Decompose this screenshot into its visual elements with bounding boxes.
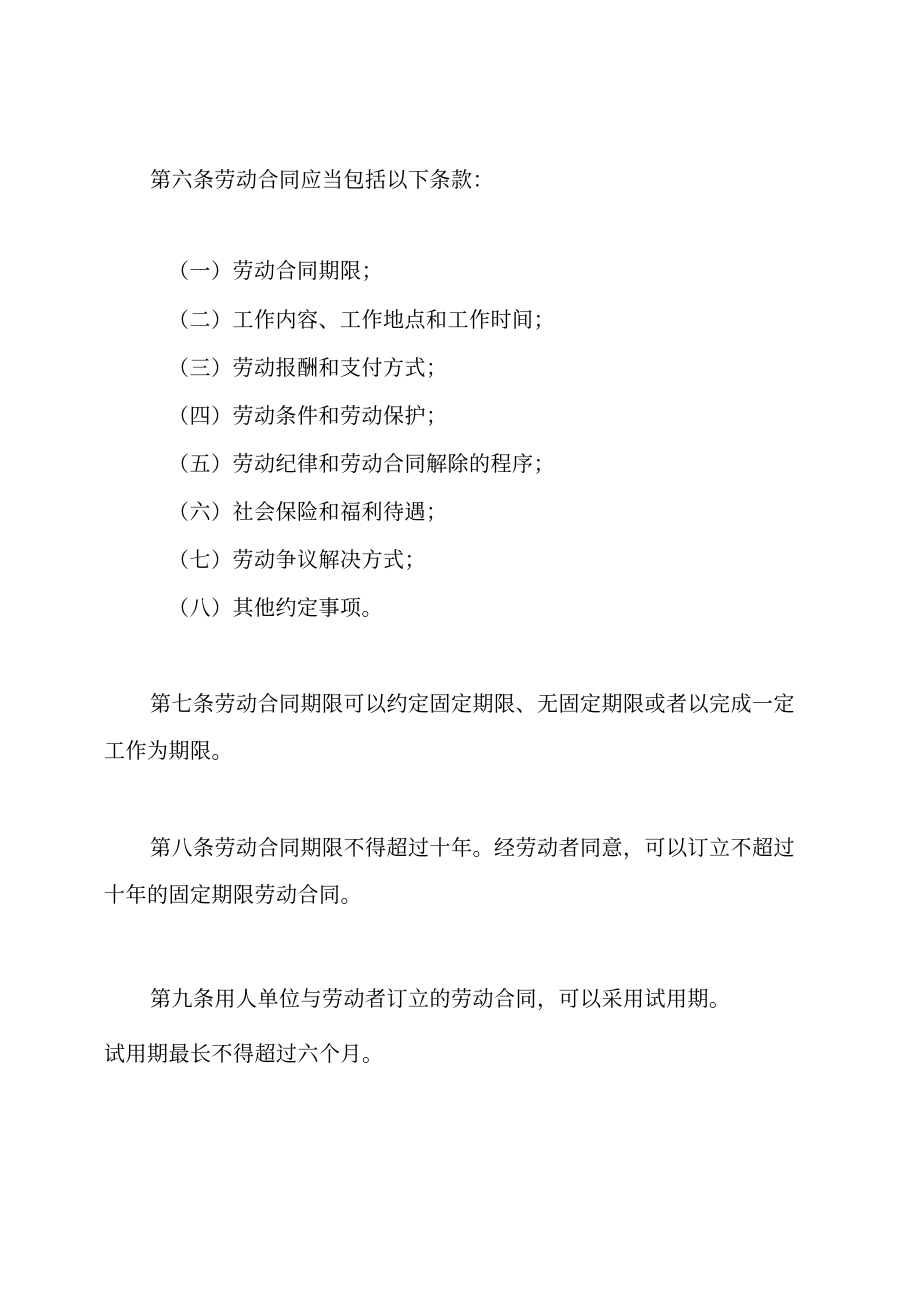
article-9-line-1: 第九条用人单位与劳动者订立的劳动合同，可以采用试用期。 [150, 987, 731, 1011]
article-6-item-2: （二）工作内容、工作地点和工作时间； [168, 308, 555, 332]
article-8-line-2: 十年的固定期限劳动合同。 [104, 883, 362, 907]
article-6-item-1: （一）劳动合同期限； [168, 259, 383, 283]
article-6-heading: 第六条劳动合同应当包括以下条款： [150, 168, 494, 192]
article-8-line-1: 第八条劳动合同期限不得超过十年。经劳动者同意，可以订立不超过 [150, 836, 795, 860]
article-6-item-7: （七）劳动争议解决方式； [168, 548, 426, 572]
article-6-item-5: （五）劳动纪律和劳动合同解除的程序； [168, 452, 555, 476]
article-6-item-8: （八）其他约定事项。 [168, 596, 383, 620]
article-7-line-1: 第七条劳动合同期限可以约定固定期限、无固定期限或者以完成一定 [150, 692, 795, 716]
article-6-item-6: （六）社会保险和福利待遇； [168, 500, 448, 524]
article-6-item-4: （四）劳动条件和劳动保护； [168, 404, 448, 428]
article-9-line-2: 试用期最长不得超过六个月。 [104, 1042, 384, 1066]
article-6-item-3: （三）劳动报酬和支付方式； [168, 356, 448, 380]
article-7-line-2: 工作为期限。 [104, 739, 233, 763]
